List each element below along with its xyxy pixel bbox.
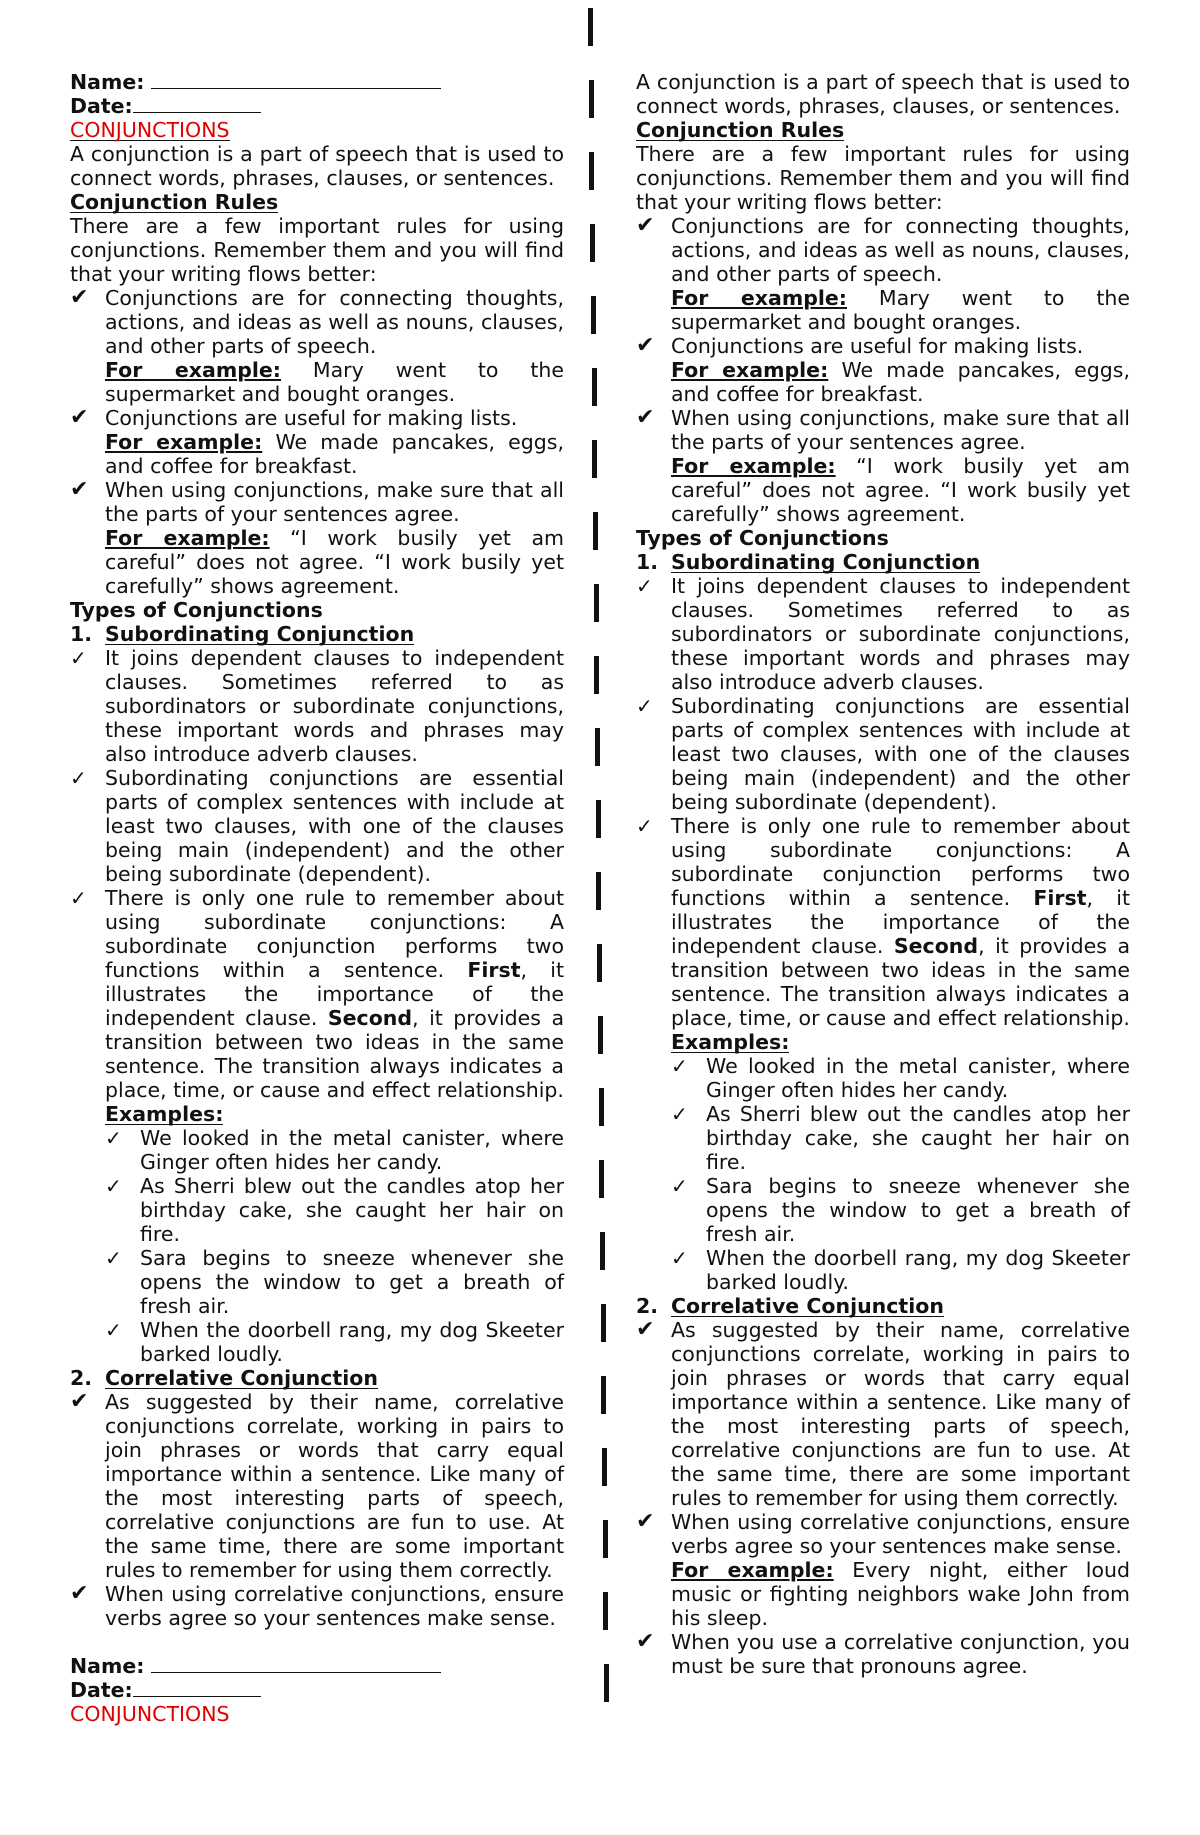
name-blank[interactable] (151, 1654, 441, 1673)
correlative-heading (70, 1366, 564, 1390)
point-text: When you use a correlative conjunction, you must be sure that pronouns agree. (671, 1630, 1130, 1678)
example-label: For example: (105, 430, 263, 454)
rule-item (636, 214, 1130, 334)
point-text-part: There is only one rule to remember about using subordinate conjunctions: A subordinate conjunction performs two functions within a sentence. (671, 814, 1130, 910)
correlative-point (636, 1318, 1130, 1510)
subordinating-point (70, 766, 564, 886)
emphasis-second: Second (327, 1006, 413, 1030)
check-icon: ✔ (636, 1509, 655, 1534)
cut-line-dash (599, 1088, 604, 1126)
rules-heading (70, 190, 564, 214)
date-label: Date: (70, 1678, 133, 1702)
cut-line-dash (592, 440, 597, 478)
date-blank[interactable] (133, 1678, 261, 1697)
example-sentence: We looked in the metal canister, where Ginger often hides her candy. (706, 1054, 1130, 1102)
rule-text: Conjunctions are useful for making lists. (671, 334, 1084, 358)
check-icon: ✓ (671, 1102, 688, 1126)
date-blank[interactable] (133, 94, 261, 113)
rule-item (636, 406, 1130, 526)
name-field (70, 70, 564, 94)
date-field (70, 94, 564, 118)
rules-intro: There are a few important rules for using conjunctions. Remember them and you will find that your writing flows better: (636, 142, 1130, 214)
rule-text: Conjunctions are useful for making lists. (105, 406, 518, 430)
example-sentence: Sara begins to sneeze whenever she opens the window to get a breath of fresh air. (706, 1174, 1130, 1246)
correlative-heading-text: Correlative Conjunction (671, 1294, 944, 1318)
section-number: 2. (70, 1366, 93, 1390)
example-item (70, 1246, 564, 1318)
check-icon: ✔ (636, 1317, 655, 1342)
example-text: “I work busily yet am careful” does not agree. “I work busily yet carefully” shows agreement. (671, 454, 1130, 526)
rule-item (70, 406, 564, 478)
page-title-text: CONJUNCTIONS (70, 118, 230, 142)
point-text: When using correlative conjunctions, ensure verbs agree so your sentences make sense. (105, 1582, 564, 1630)
correlative-heading (636, 1294, 1130, 1318)
rule-example (105, 358, 564, 406)
rule-text: Conjunctions are for connecting thoughts, actions, and ideas as well as nouns, clauses, and other parts of speech. (105, 286, 564, 358)
types-heading: Types of Conjunctions (636, 526, 889, 550)
check-icon: ✓ (671, 1174, 688, 1198)
check-icon: ✓ (70, 766, 87, 790)
cut-line-dash (596, 800, 601, 838)
point-text-part: , it illustrates the importance of the independent clause. (105, 958, 564, 1030)
cut-line-dash (588, 8, 593, 46)
check-icon: ✓ (671, 1054, 688, 1078)
check-icon: ✔ (636, 333, 655, 358)
cut-line-dash (603, 1592, 608, 1630)
cut-line-dash (589, 80, 594, 118)
examples-heading (671, 1030, 1130, 1054)
example-text: Mary went to the supermarket and bought oranges. (105, 358, 564, 406)
example-label: For example: (105, 526, 270, 550)
emphasis-first: First (1033, 886, 1087, 910)
cut-line-dash (593, 512, 598, 550)
check-icon: ✓ (671, 1246, 688, 1270)
check-icon: ✔ (70, 405, 89, 430)
check-icon: ✓ (105, 1126, 122, 1150)
correlative-heading-text: Correlative Conjunction (105, 1366, 378, 1390)
date-label: Date: (70, 94, 133, 118)
correlative-point (636, 1510, 1130, 1630)
point-text: Subordinating conjunctions are essential parts of complex sentences with include at least two clauses, with one of the clauses being main (independent) and the other being subordinate (dependent). (671, 694, 1130, 814)
check-icon: ✓ (105, 1174, 122, 1198)
cut-line-dash (589, 152, 594, 190)
page-title (70, 118, 564, 142)
example-label: For example: (671, 358, 829, 382)
cut-line-dash (600, 1232, 605, 1270)
subordinating-heading (636, 550, 1130, 574)
section-number: 2. (636, 1294, 659, 1318)
rule-text: When using conjunctions, make sure that all the parts of your sentences agree. (105, 478, 564, 526)
example-sentence: When the doorbell rang, my dog Skeeter barked loudly. (140, 1318, 564, 1366)
check-icon: ✔ (70, 477, 89, 502)
example-text: Mary went to the supermarket and bought oranges. (671, 286, 1130, 334)
example-item (70, 1174, 564, 1246)
subordinating-point (70, 886, 564, 1126)
check-icon: ✔ (636, 1629, 655, 1654)
check-icon: ✔ (70, 285, 89, 310)
point-text (105, 886, 564, 1102)
rules-intro: There are a few important rules for using conjunctions. Remember them and you will find that your writing flows better: (70, 214, 564, 286)
correlative-point (70, 1390, 564, 1582)
rule-example (105, 430, 564, 478)
example-item (636, 1174, 1130, 1246)
example-label: For example: (671, 1558, 834, 1582)
example-sentence: As Sherri blew out the candles atop her birthday cake, she caught her hair on fire. (706, 1102, 1130, 1174)
check-icon: ✔ (70, 1581, 89, 1606)
cut-line-dash (592, 368, 597, 406)
page-title-text: CONJUNCTIONS (70, 1702, 230, 1726)
types-heading: Types of Conjunctions (70, 598, 323, 622)
point-text-part: , it illustrates the importance of the independent clause. (671, 886, 1130, 958)
check-icon: ✓ (105, 1246, 122, 1270)
cut-line-dash (601, 1304, 606, 1342)
intro-text: A conjunction is a part of speech that is used to connect words, phrases, clauses, or sentences. (636, 70, 1130, 118)
example-sentence: As Sherri blew out the candles atop her birthday cake, she caught her hair on fire. (140, 1174, 564, 1246)
example-text: We made pancakes, eggs, and coffee for breakfast. (105, 430, 564, 478)
correlative-point (636, 1630, 1130, 1678)
example-sentence: Sara begins to sneeze whenever she opens the window to get a breath of fresh air. (140, 1246, 564, 1318)
rule-example (105, 526, 564, 598)
point-text: As suggested by their name, correlative conjunctions correlate, working in pairs to join phrases or words that carry equal importance within a sentence. Like many of the most interesting parts of speech, correlative conjunctions are fun to use. At the same time, there are some important rules to remember for using them correctly. (671, 1318, 1130, 1510)
cut-line-dash (595, 728, 600, 766)
point-text: When using correlative conjunctions, ensure verbs agree so your sentences make sense. (671, 1510, 1130, 1558)
rule-example (671, 286, 1130, 334)
correlative-example (671, 1558, 1130, 1630)
point-text-part: , it provides a transition between two ideas in the same sentence. The transition always indicates a place, time, or cause and effect relationship. (671, 934, 1131, 1030)
example-text: Every night, either loud music or fighting neighbors wake John from his sleep. (671, 1558, 1130, 1630)
subordinating-heading-text: Subordinating Conjunction (671, 550, 981, 574)
check-icon: ✓ (636, 814, 653, 838)
cut-line-dash (604, 1664, 609, 1702)
rule-text: When using conjunctions, make sure that all the parts of your sentences agree. (671, 406, 1130, 454)
emphasis-first: First (467, 958, 521, 982)
subordinating-heading-text: Subordinating Conjunction (105, 622, 415, 646)
cut-line-dash (594, 584, 599, 622)
examples-label: Examples: (671, 1030, 790, 1054)
check-icon: ✓ (70, 886, 87, 910)
section-number: 1. (636, 550, 659, 574)
cut-line-dash (598, 1016, 603, 1054)
rule-item (70, 286, 564, 406)
left-worksheet-column (70, 70, 564, 1726)
name-blank[interactable] (151, 70, 441, 89)
rules-heading-text: Conjunction Rules (70, 190, 279, 214)
check-icon: ✓ (636, 694, 653, 718)
check-icon: ✔ (636, 405, 655, 430)
rule-example (671, 454, 1130, 526)
example-label: For example: (671, 286, 847, 310)
point-text: Subordinating conjunctions are essential parts of complex sentences with include at least two clauses, with one of the clauses being main (independent) and the other being subordinate (dependent). (105, 766, 564, 886)
rules-heading (636, 118, 1130, 142)
example-item (636, 1246, 1130, 1294)
cut-line-dash (590, 224, 595, 262)
cut-line-dash (597, 944, 602, 982)
page-title (70, 1702, 564, 1726)
rules-heading-text: Conjunction Rules (636, 118, 845, 142)
example-sentence: When the doorbell rang, my dog Skeeter barked loudly. (706, 1246, 1130, 1294)
subordinating-point (636, 814, 1130, 1054)
example-item (70, 1318, 564, 1366)
example-item (636, 1054, 1130, 1102)
subordinating-heading (70, 622, 564, 646)
date-field (70, 1678, 564, 1702)
rule-item (636, 334, 1130, 406)
example-item (636, 1102, 1130, 1174)
correlative-point (70, 1582, 564, 1630)
check-icon: ✓ (636, 574, 653, 598)
point-text-part: , it provides a transition between two ideas in the same sentence. The transition always indicates a place, time, or cause and effect relationship. (105, 1006, 565, 1102)
rule-example (671, 358, 1130, 406)
point-text-part: There is only one rule to remember about using subordinate conjunctions: A subordinate conjunction performs two functions within a sentence. (105, 886, 564, 982)
name-label: Name: (70, 70, 145, 94)
cut-line-dash (601, 1376, 606, 1414)
intro-text: A conjunction is a part of speech that is used to connect words, phrases, clauses, or sentences. (70, 142, 564, 190)
examples-heading (105, 1102, 564, 1126)
point-text: It joins dependent clauses to independent clauses. Sometimes referred to as subordinators or subordinate conjunctions, these important words and phrases may also introduce adverb clauses. (671, 574, 1130, 694)
emphasis-second: Second (893, 934, 979, 958)
check-icon: ✓ (70, 646, 87, 670)
rule-text: Conjunctions are for connecting thoughts, actions, and ideas as well as nouns, clauses, and other parts of speech. (671, 214, 1130, 286)
cut-line-dash (599, 1160, 604, 1198)
section-number: 1. (70, 622, 93, 646)
cut-line-dash (603, 1520, 608, 1558)
cut-line-dash (596, 872, 601, 910)
example-item (70, 1126, 564, 1174)
example-text: We made pancakes, eggs, and coffee for breakfast. (671, 358, 1130, 406)
check-icon: ✓ (105, 1318, 122, 1342)
check-icon: ✔ (70, 1389, 89, 1414)
subordinating-point (70, 646, 564, 766)
rule-item (70, 478, 564, 598)
point-text (671, 814, 1130, 1030)
right-worksheet-column (636, 70, 1130, 1678)
example-text: “I work busily yet am careful” does not agree. “I work busily yet carefully” shows agreement. (105, 526, 564, 598)
cut-line-dash (591, 296, 596, 334)
subordinating-point (636, 694, 1130, 814)
point-text: It joins dependent clauses to independent clauses. Sometimes referred to as subordinators or subordinate conjunctions, these important words and phrases may also introduce adverb clauses. (105, 646, 564, 766)
example-label: For example: (105, 358, 281, 382)
name-field (70, 1654, 564, 1678)
cut-line-dash (602, 1448, 607, 1486)
name-label: Name: (70, 1654, 145, 1678)
example-sentence: We looked in the metal canister, where Ginger often hides her candy. (140, 1126, 564, 1174)
example-label: For example: (671, 454, 836, 478)
subordinating-point (636, 574, 1130, 694)
cut-line-dash (594, 656, 599, 694)
examples-label: Examples: (105, 1102, 224, 1126)
check-icon: ✔ (636, 213, 655, 238)
point-text: As suggested by their name, correlative conjunctions correlate, working in pairs to join phrases or words that carry equal importance within a sentence. Like many of the most interesting parts of speech, correlative conjunctions are fun to use. At the same time, there are some important rules to remember for using them correctly. (105, 1390, 564, 1582)
